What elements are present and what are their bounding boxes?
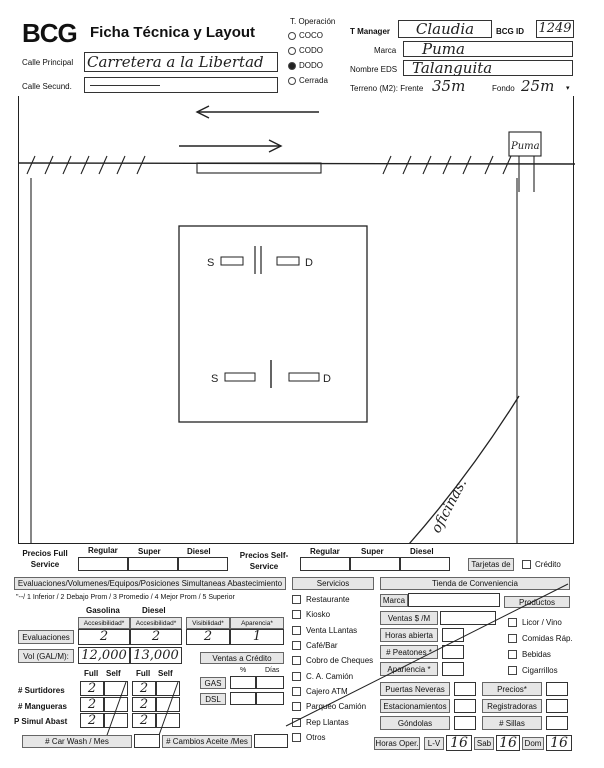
marca-field[interactable] [403,41,573,57]
apariencia-tienda-label: Apariencia * [380,662,438,676]
dsl-label: DSL [200,693,226,705]
sab-field[interactable]: 16 [496,735,520,751]
servicio-item-parqueo-camion[interactable]: Parqueo Camión [292,699,373,714]
vol-row-label: Vol (GAL/M): [18,649,74,663]
producto-item-licor[interactable]: Licor / Vino [508,614,573,630]
servicio-item-restaurante[interactable]: Restaurante [292,592,373,607]
pump-island-2 [211,360,331,388]
traffic-arrow-right-icon [179,140,281,152]
fondo-dropdown-icon[interactable]: ▾ [566,85,570,92]
servicio-item-rep-llantas[interactable]: Rep Llantas [292,714,373,729]
nombre-eds-value: Talanguita [412,59,493,77]
simul-diesel-full[interactable]: 2 [132,713,156,728]
servicio-item-cajero-atm[interactable]: Cajero ATM [292,684,373,699]
servicios-title: Servicios [292,577,374,590]
pct-header: % [240,667,247,674]
brand-sign-text: Puma [511,141,540,152]
page-title: Ficha Técnica y Layout [90,24,256,41]
dsl-dias[interactable] [256,692,284,705]
t-manager-label: T Manager [350,27,391,36]
horas-oper-label: Horas Oper. [375,739,419,748]
entrance-opening [197,163,321,173]
simul-gas-full[interactable]: 2 [80,713,104,728]
radio-icon [288,47,296,55]
eval-accesibilidad-gas[interactable]: 2 [78,629,130,645]
productos-header: Productos [504,596,570,608]
self-column-strike [100,680,180,740]
radio-icon [288,32,296,40]
evaluaciones-scale: "--/ 1 Inferior / 2 Debajo Prom / 3 Promedio / 4 Mejor Prom / 5 Superior [16,594,235,601]
cambios-label: # Cambios Aceite /Mes [162,735,252,748]
ventas-credito-header: Ventas a Crédito [200,652,284,664]
calle-secund-label: Calle Secund. [22,82,72,91]
bcg-id-value: 1249 [538,21,572,36]
producto-item-bebidas[interactable]: Bebidas [508,646,573,662]
pump-2-s-letter: S [211,373,219,385]
operacion-option-codo[interactable]: CODO [288,46,323,55]
t-manager-field[interactable] [398,20,492,38]
surtidores-label: # Surtidores [18,686,65,695]
calle-principal-label: Calle Principal [22,58,74,67]
pump-2-right-dispenser [289,373,319,381]
evaluaciones-section-title: Evaluaciones/Volumenes/Equipos/Posiciones Simultaneas Abastecimiento [14,577,286,590]
eval-visibilidad[interactable]: 2 [186,629,230,645]
fs-diesel-header: Diesel [187,547,211,556]
ss-super-price[interactable] [350,557,400,571]
servicio-item-cobro-cheques[interactable]: Cobro de Cheques [292,653,373,668]
servicio-item-ca-camion[interactable]: C. A. Camión [292,668,373,683]
tienda-marca-label: Marca [380,594,408,607]
calle-principal-field[interactable] [84,52,278,72]
layout-sketch [19,96,575,544]
checkbox[interactable] [292,733,301,742]
pump-1-right-dispenser [277,257,299,265]
tienda-title: Tienda de Conveniencia [380,577,570,590]
precios-tienda-label: Precios* [482,682,542,696]
estacionamientos-label: Estacionamientos [380,699,450,713]
puertas-neveras-label: Puertas Neveras [380,682,450,696]
bcg-id-label: BCG ID [496,27,524,36]
road-hatch-right [383,156,511,174]
producto-item-comidas[interactable]: Comidas Ráp. [508,630,573,646]
evaluaciones-row-label: Evaluaciones [18,630,74,644]
simul-label: P Simul Abast [14,717,68,726]
surtidores-gas-full[interactable]: 2 [80,681,104,696]
ventas-label: Ventas $ /M [380,611,438,625]
dias-header: Días [265,667,280,674]
marca-value: Puma [422,40,465,58]
fs-super-header: Super [138,547,161,556]
servicio-item-cafe-bar[interactable]: Café/Bar [292,638,373,653]
gas-full-header: Full [84,669,99,678]
sab-label: Sab [474,737,494,750]
mangueras-label: # Mangueras [18,702,67,711]
pump-1-left-dispenser [221,257,243,265]
mangueras-diesel-full[interactable]: 2 [132,697,156,712]
mangueras-gas-full[interactable]: 2 [80,697,104,712]
office-label: oficinas. [428,476,471,536]
operacion-option-cerrada[interactable]: Cerrada [288,76,328,85]
pump-2-left-dispenser [225,373,255,381]
pump-2-d-letter: D [323,373,331,385]
credito-label: Crédito [535,560,561,569]
diesel-full-header: Full [136,669,151,678]
office-building [409,396,519,544]
calle-principal-value: Carretera a la Libertad [87,53,264,71]
diesel-header: Diesel [142,606,166,615]
ss-regular-header: Regular [310,547,340,556]
servicio-item-kiosko[interactable]: Kiosko [292,607,373,622]
vol-gasolina[interactable]: 12,000 [78,647,130,664]
bcg-logo: BCG [22,18,77,48]
apariencia-header: Aparencia* [230,617,284,629]
vol-diesel[interactable]: 13,000 [130,647,182,664]
diesel-self-header: Self [158,669,173,678]
peatones-label: # Peatones * [380,645,438,659]
self-service-label: Precios Self-Service [239,551,289,571]
gondolas-label: Góndolas [380,716,450,730]
frente-value: 35m [432,77,466,95]
operacion-option-coco[interactable]: COCO [288,31,323,40]
ss-super-header: Super [361,547,384,556]
surtidores-diesel-full[interactable]: 2 [132,681,156,696]
lv-label: L-V [424,737,444,750]
ss-diesel-price[interactable] [400,557,450,571]
tienda-strike [284,580,574,730]
marca-label: Marca [374,46,397,55]
layout-sketch-area [18,96,574,544]
bcg-id-field[interactable] [536,20,574,38]
radio-selected-icon [288,62,296,70]
gas-self-header: Self [106,669,121,678]
ss-regular-price[interactable] [300,557,350,571]
calle-secund-stroke [90,85,160,86]
lv-field[interactable]: 16 [446,735,472,751]
dom-label: Dom [522,737,544,750]
terreno-label: Terreno (M2): Frente [350,84,424,93]
road-hatch-left [27,156,145,174]
car-wash-label: # Car Wash / Mes [22,735,132,748]
nombre-eds-label: Nombre EDS [350,65,398,74]
pump-1-d-letter: D [305,257,313,269]
pump-island-1 [207,246,313,274]
visibilidad-header: Visibilidad* [186,617,230,629]
fondo-label: Fondo [492,84,515,93]
gas-pct[interactable] [230,676,256,689]
credito-checkbox[interactable] [522,560,531,569]
ss-diesel-header: Diesel [410,547,434,556]
car-wash-field[interactable] [134,734,160,748]
eval-accesibilidad-diesel[interactable]: 2 [130,629,182,645]
cambios-field[interactable] [254,734,288,748]
pump-1-s-letter: S [207,257,215,269]
radio-icon [288,77,296,85]
fs-regular-price[interactable] [78,557,128,571]
t-manager-value: Claudia [415,20,475,38]
traffic-arrow-left-icon [197,106,319,118]
eval-apariencia[interactable]: 1 [230,629,284,645]
fs-regular-header: Regular [88,546,118,555]
producto-item-cigarrillos[interactable]: Cigarrillos [508,662,573,678]
operacion-option-dodo[interactable]: DODO [288,61,323,70]
registradoras-label: Registradoras [482,699,542,713]
gas-label: GAS [200,677,226,689]
fs-diesel-price[interactable] [178,557,228,571]
accesibilidad-diesel-header: Accesibilidad* [130,617,182,629]
full-service-label: Precios Full Service [22,549,68,569]
fondo-value: 25m [521,77,555,95]
canopy [179,226,367,422]
fs-super-price[interactable] [128,557,178,571]
servicio-item-venta-llantas[interactable]: Venta LLantas [292,623,373,638]
gasolina-header: Gasolina [86,606,120,615]
sillas-label: # Sillas [482,716,542,730]
horas-abierta-label: Horas abierta [380,628,438,642]
nombre-eds-field[interactable] [403,60,573,76]
gas-dias[interactable] [256,676,284,689]
accesibilidad-gas-header: Accesibilidad* [78,617,130,629]
servicio-item-otros[interactable]: Otros [292,730,373,745]
tarjetas-label: Tarjetas de [468,558,514,571]
dsl-pct[interactable] [230,692,256,705]
dom-field[interactable]: 16 [546,735,572,751]
t-operacion-label: T. Operación [290,17,336,26]
